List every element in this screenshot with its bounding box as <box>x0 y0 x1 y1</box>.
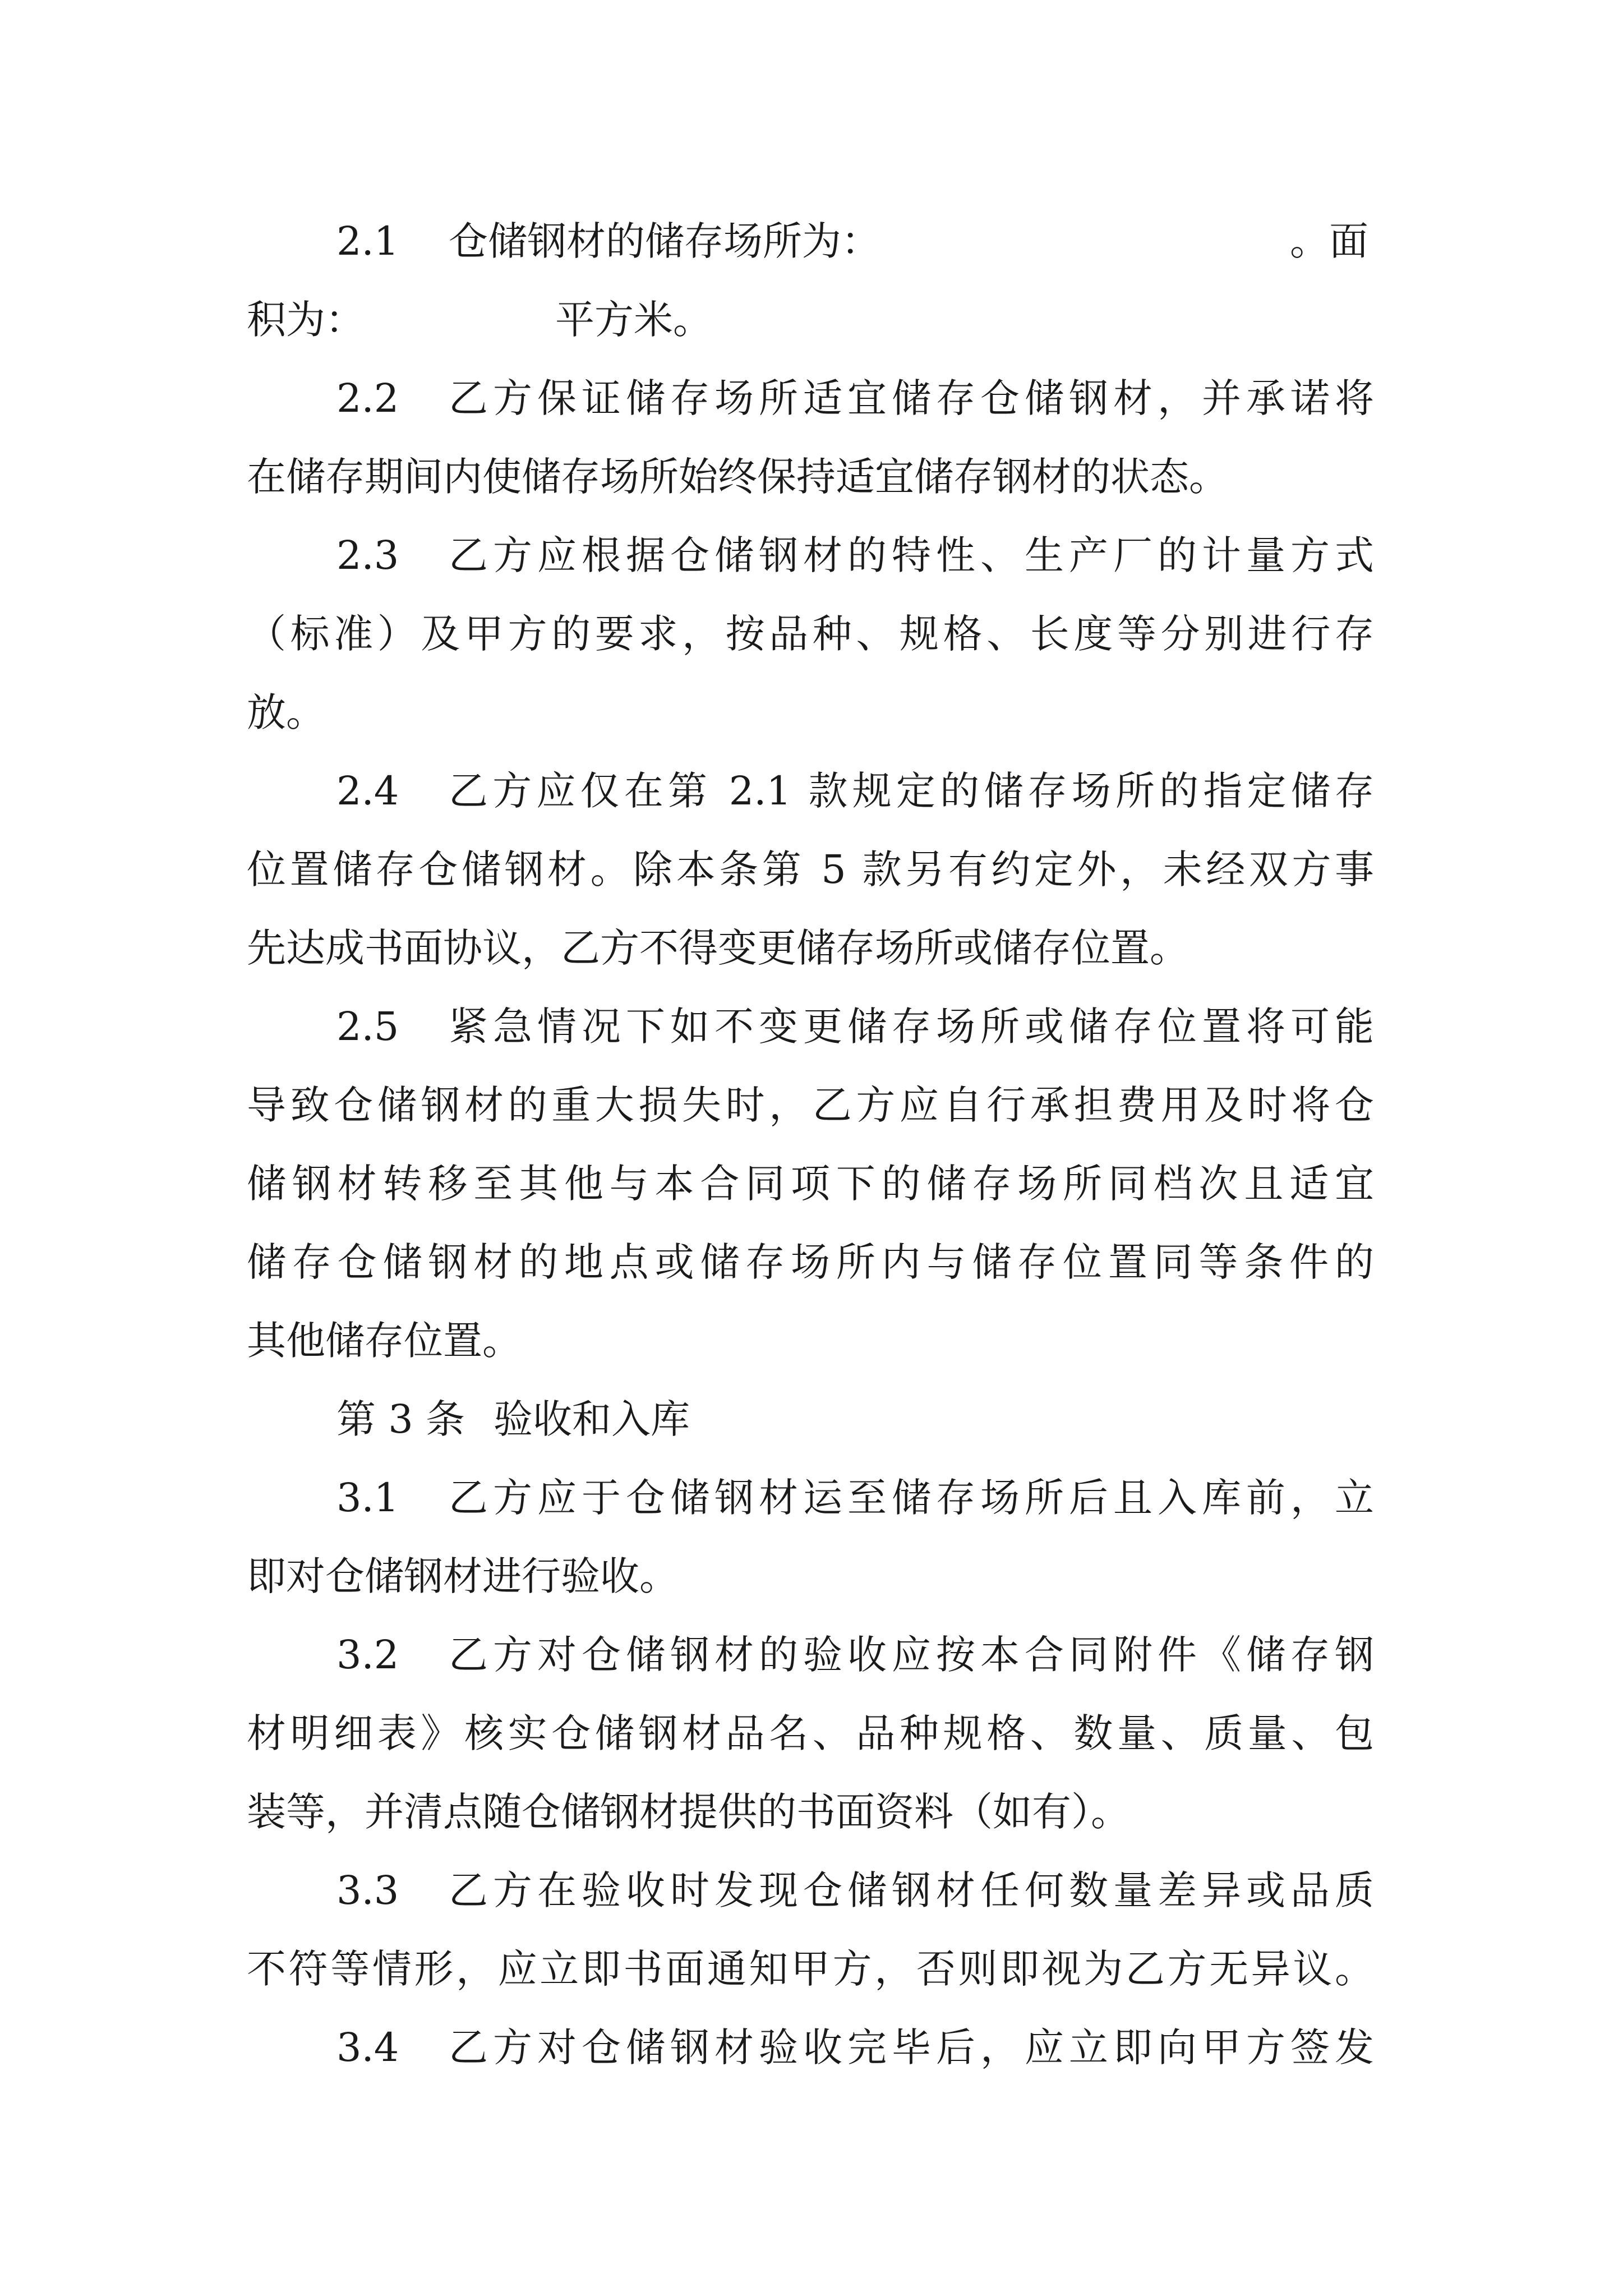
article-title: 验收和入库 <box>494 1396 690 1442</box>
clause-text: 材明细表》核实仓储钢材品名、品种规格、数量、质量、包 <box>247 1710 1374 1756</box>
clause-2-2-line-1 <box>0 359 1623 438</box>
clause-number: 2.4 <box>336 768 399 814</box>
clause-text: 积为： <box>247 297 365 343</box>
clause-number: 2.3 <box>336 532 399 578</box>
clause-2-1-line-1 <box>0 202 1623 280</box>
clause-text: 紧急情况下如不变更储存场所或储存位置将可能 <box>449 1004 1374 1050</box>
clause-number: 3.4 <box>336 2024 399 2070</box>
article-number: 第 3 条 <box>336 1396 465 1442</box>
clause-text: 导致仓储钢材的重大损失时，乙方应自行承担费用及时将仓 <box>247 1082 1374 1128</box>
clause-text: 乙方对仓储钢材的验收应按本合同附件《储存钢 <box>449 1632 1374 1678</box>
clause-text: 其他储存位置。 <box>247 1318 522 1364</box>
clause-2-5-line-5 <box>0 1301 1623 1380</box>
clause-text: 乙方在验收时发现仓储钢材任何数量差异或品质 <box>449 1867 1374 1913</box>
clause-2-5-line-2 <box>0 1066 1623 1144</box>
clause-3-3-line-2 <box>0 1930 1623 2008</box>
clause-3-2-line-1 <box>0 1616 1623 1694</box>
clause-2-5-line-1 <box>0 987 1623 1066</box>
clause-number: 3.3 <box>336 1867 399 1913</box>
clause-text: 仓储钢材的储存场所为： <box>449 218 880 264</box>
clause-text: 乙方保证储存场所适宜储存仓储钢材，并承诺将 <box>449 375 1374 421</box>
clause-text: 不符等情形，应立即书面通知甲方，否则即视为乙方无异议。 <box>247 1946 1374 1992</box>
clause-number: 2.5 <box>336 1004 399 1050</box>
clause-2-4-line-3 <box>0 909 1623 987</box>
clause-number: 2.1 <box>336 218 399 264</box>
clause-text: 在储存期间内使储存场所始终保持适宜储存钢材的状态。 <box>247 454 1228 500</box>
clause-text: 乙方对仓储钢材验收完毕后，应立即向甲方签发 <box>449 2024 1374 2070</box>
clause-text: 装等，并清点随仓储钢材提供的书面资料（如有）。 <box>247 1789 1130 1835</box>
clause-3-3-line-1 <box>0 1851 1623 1930</box>
clause-text: 先达成书面协议，乙方不得变更储存场所或储存位置。 <box>247 925 1189 971</box>
clause-2-5-line-4 <box>0 1223 1623 1301</box>
clause-2-1-line-2 <box>0 280 1623 359</box>
clause-text: （标准）及甲方的要求，按品种、规格、长度等分别进行存 <box>247 611 1374 657</box>
clause-text: 乙方应根据仓储钢材的特性、生产厂的计量方式 <box>449 532 1374 578</box>
clause-text-tail: 平方米。 <box>555 297 712 343</box>
clause-number: 3.2 <box>336 1632 399 1678</box>
clause-2-3-line-3 <box>0 673 1623 752</box>
clause-text: 储钢材转移至其他与本合同项下的储存场所同档次且适宜 <box>247 1161 1374 1207</box>
article-3-heading <box>0 1380 1623 1458</box>
clause-text: 储存仓储钢材的地点或储存场所内与储存位置同等条件的 <box>247 1239 1374 1285</box>
clause-3-2-line-3 <box>0 1773 1623 1851</box>
clause-3-1-line-1 <box>0 1458 1623 1537</box>
clause-text: 乙方应仅在第 2.1 款规定的储存场所的指定储存 <box>449 768 1374 814</box>
clause-2-4-line-1 <box>0 752 1623 830</box>
clause-2-2-line-2 <box>0 438 1623 516</box>
clause-2-3-line-2 <box>0 595 1623 673</box>
clause-text: 即对仓储钢材进行验收。 <box>247 1553 679 1599</box>
clause-2-5-line-3 <box>0 1144 1623 1223</box>
clause-text: 放。 <box>247 689 325 735</box>
clause-number: 3.1 <box>336 1475 399 1521</box>
clause-2-3-line-1 <box>0 516 1623 595</box>
clause-text-tail: 。面 <box>1290 218 1368 264</box>
clause-text: 乙方应于仓储钢材运至储存场所后且入库前，立 <box>449 1475 1374 1521</box>
clause-3-2-line-2 <box>0 1694 1623 1773</box>
clause-text: 位置储存仓储钢材。除本条第 5 款另有约定外，未经双方事 <box>247 846 1374 892</box>
clause-2-4-line-2 <box>0 830 1623 909</box>
clause-3-4-line-1 <box>0 2008 1623 2087</box>
clause-3-1-line-2 <box>0 1537 1623 1616</box>
clause-number: 2.2 <box>336 375 399 421</box>
